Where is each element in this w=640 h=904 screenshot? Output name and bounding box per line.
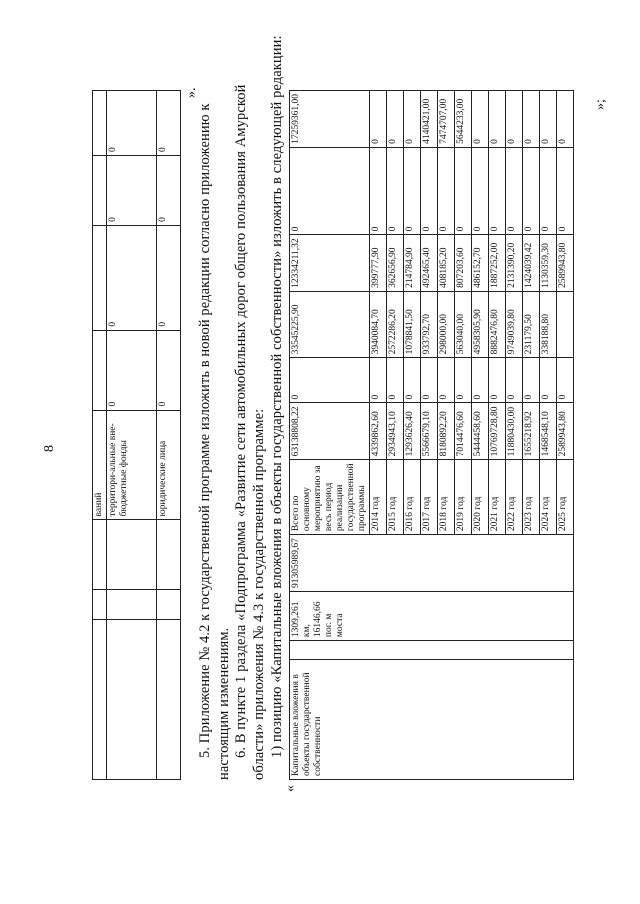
table-cell	[157, 620, 181, 780]
table-cell: 2934943,10	[387, 403, 404, 460]
table-cell: 4958305,90	[472, 291, 489, 357]
table-cell: 0	[472, 358, 489, 403]
paragraph-5-line-1: 5. Приложение № 4.2 к государственной программе изложить в новой редакции согласно приложению к	[197, 103, 213, 758]
table-cell	[93, 330, 107, 410]
total-value: 63138808,22	[290, 403, 370, 460]
table-capital-investments	[289, 90, 574, 780]
year-label: 2020 год	[472, 460, 489, 535]
table-cell: 1078841,50	[404, 291, 421, 357]
table-row	[157, 91, 181, 780]
year-label: 2018 год	[438, 460, 455, 535]
table-cell: 0	[370, 358, 387, 403]
table-cell: 0	[523, 91, 540, 148]
table-cell: 807203,60	[455, 235, 472, 292]
table-cell	[107, 520, 157, 590]
table-cell: 0	[540, 147, 557, 234]
paragraph-5-line-2: настоящим изменениям.	[216, 627, 232, 780]
table-cell: 0	[404, 358, 421, 403]
table-cell: 2589943,80	[557, 403, 574, 460]
paragraph-6-line-1: 6. В пункте 1 раздела «Подпрограмма «Развитие сети автомобильных дорог общего пользования Амурской	[233, 84, 249, 758]
table-cell: 2131390,20	[506, 235, 523, 292]
table-cell: 0	[157, 330, 181, 410]
total-value: 33545225,90	[290, 291, 370, 357]
table-cell: 0	[540, 91, 557, 148]
table-cell: 0	[107, 330, 157, 410]
row-label: ваний	[93, 410, 107, 520]
table-cell: 0	[157, 225, 181, 330]
row-label: территори-альные вне-бюджетные фонды	[107, 410, 157, 520]
table-cell: 0	[540, 358, 557, 403]
total-value: 17259361,00	[290, 91, 370, 148]
table-cell: 8882476,80	[489, 291, 506, 357]
table-row	[107, 91, 157, 780]
table-cell: 0	[489, 91, 506, 148]
table-cell: 0	[523, 358, 540, 403]
object-cost: 91305989,67	[290, 535, 574, 592]
table-cell: 2589943,80	[557, 235, 574, 292]
table-cell	[290, 641, 574, 660]
table-cell: 563040,00	[455, 291, 472, 357]
table-cell: 0	[107, 225, 157, 330]
table-cell: 0	[107, 91, 157, 156]
closing-quote: ».	[184, 87, 199, 98]
table-cell: 0	[157, 91, 181, 156]
table-cell: 10769728,80	[489, 403, 506, 460]
table-cell	[157, 590, 181, 620]
object-length: 1309,261 км, 16146,66 пог. м моста	[290, 591, 574, 640]
year-label: 2017 год	[421, 460, 438, 535]
year-label: 2016 год	[404, 460, 421, 535]
table-cell	[93, 155, 107, 225]
total-value: 0	[290, 147, 370, 234]
table-cell: 5566679,10	[421, 403, 438, 460]
table-cell: 11880430,00	[506, 403, 523, 460]
year-label: 2023 год	[523, 460, 540, 535]
closing-quote-2: »;	[593, 99, 608, 110]
table-cell	[157, 520, 181, 590]
table-cell	[107, 620, 157, 780]
table-cell	[93, 590, 107, 620]
table-cell	[107, 590, 157, 620]
table-cell: 1468548,10	[540, 403, 557, 460]
table-cell: 0	[157, 155, 181, 225]
table-cell: 5444458,60	[472, 403, 489, 460]
table-cell: 0	[387, 91, 404, 148]
table-cell: 933792,70	[421, 291, 438, 357]
table-cell: 0	[387, 358, 404, 403]
table-cell: 338188,80	[540, 291, 557, 357]
table-cell: 0	[438, 147, 455, 234]
table-cell	[93, 620, 107, 780]
table-cell: 0	[370, 91, 387, 148]
table-cell: 1130359,30	[540, 235, 557, 292]
year-label: 2025 год	[557, 460, 574, 535]
table-cell: 0	[472, 91, 489, 148]
table-cell: 0	[557, 91, 574, 148]
table-cell: 214784,90	[404, 235, 421, 292]
table-cell: 0	[107, 155, 157, 225]
year-label: 2014 год	[370, 460, 387, 535]
year-label: 2019 год	[455, 460, 472, 535]
table-cell: 9749039,80	[506, 291, 523, 357]
table-cell: 0	[506, 358, 523, 403]
table-cell: 0	[370, 147, 387, 234]
year-label: 2015 год	[387, 460, 404, 535]
table-row	[93, 91, 107, 780]
table-cell: 5644233,00	[455, 91, 472, 148]
table-cell: 492465,40	[421, 235, 438, 292]
opening-quote: «	[283, 785, 298, 792]
year-label: 2022 год	[506, 460, 523, 535]
row-label: юридические лица	[157, 410, 181, 520]
table-cell: 2572286,20	[387, 291, 404, 357]
table-cell: 0	[438, 358, 455, 403]
paragraph-6-line-2: области» приложения № 4.3 к государственной программе:	[251, 408, 267, 780]
table-cell: 486152,70	[472, 235, 489, 292]
table-cell: 0	[404, 91, 421, 148]
table-cell: 0	[557, 147, 574, 234]
object-name: Капитальные вложения в объекты государственной собственности	[290, 660, 574, 780]
table-cell	[93, 91, 107, 156]
table-cell	[557, 291, 574, 357]
total-value: 12334211,32	[290, 235, 370, 292]
year-label: 2024 год	[540, 460, 557, 535]
table-cell: 0	[455, 358, 472, 403]
paragraph-6-item-1: 1) позицию «Капитальные вложения в объекты государственной собственности» изложить в следующей редакции:	[269, 35, 285, 758]
table-cell: 1424039,42	[523, 235, 540, 292]
total-label: Всего по основному мероприятию за весь период реализации государственной программы	[290, 460, 370, 535]
table-cell: 0	[404, 147, 421, 234]
table-continuation	[92, 90, 181, 780]
table-cell: 7474707,00	[438, 91, 455, 148]
table-cell: 0	[489, 358, 506, 403]
table-cell: 362656,90	[387, 235, 404, 292]
table-cell: 3940084,70	[370, 291, 387, 357]
table-cell: 0	[421, 358, 438, 403]
table-cell: 4140421,00	[421, 91, 438, 148]
table-cell: 1655218,92	[523, 403, 540, 460]
table-row	[290, 91, 370, 780]
total-value: 0	[290, 358, 370, 403]
table-cell: 0	[489, 147, 506, 234]
table-cell	[93, 520, 107, 590]
table-cell	[93, 225, 107, 330]
table-cell: 1887252,00	[489, 235, 506, 292]
table-cell: 1293626,40	[404, 403, 421, 460]
table-cell: 0	[387, 147, 404, 234]
table-cell: 0	[455, 147, 472, 234]
table-cell: 0	[421, 147, 438, 234]
table-cell: 0	[506, 147, 523, 234]
table-cell: 231179,50	[523, 291, 540, 357]
table-cell: 4339862,60	[370, 403, 387, 460]
table-cell: 0	[506, 91, 523, 148]
table-cell: 0	[472, 147, 489, 234]
table-cell: 298000,00	[438, 291, 455, 357]
table-cell: 7014476,60	[455, 403, 472, 460]
table-cell: 0	[523, 147, 540, 234]
table-cell: 8180892,20	[438, 403, 455, 460]
year-label: 2021 год	[489, 460, 506, 535]
table-cell: 408185,20	[438, 235, 455, 292]
table-cell: 0	[557, 358, 574, 403]
table-cell: 399777,90	[370, 235, 387, 292]
page-number: 8	[42, 445, 57, 452]
